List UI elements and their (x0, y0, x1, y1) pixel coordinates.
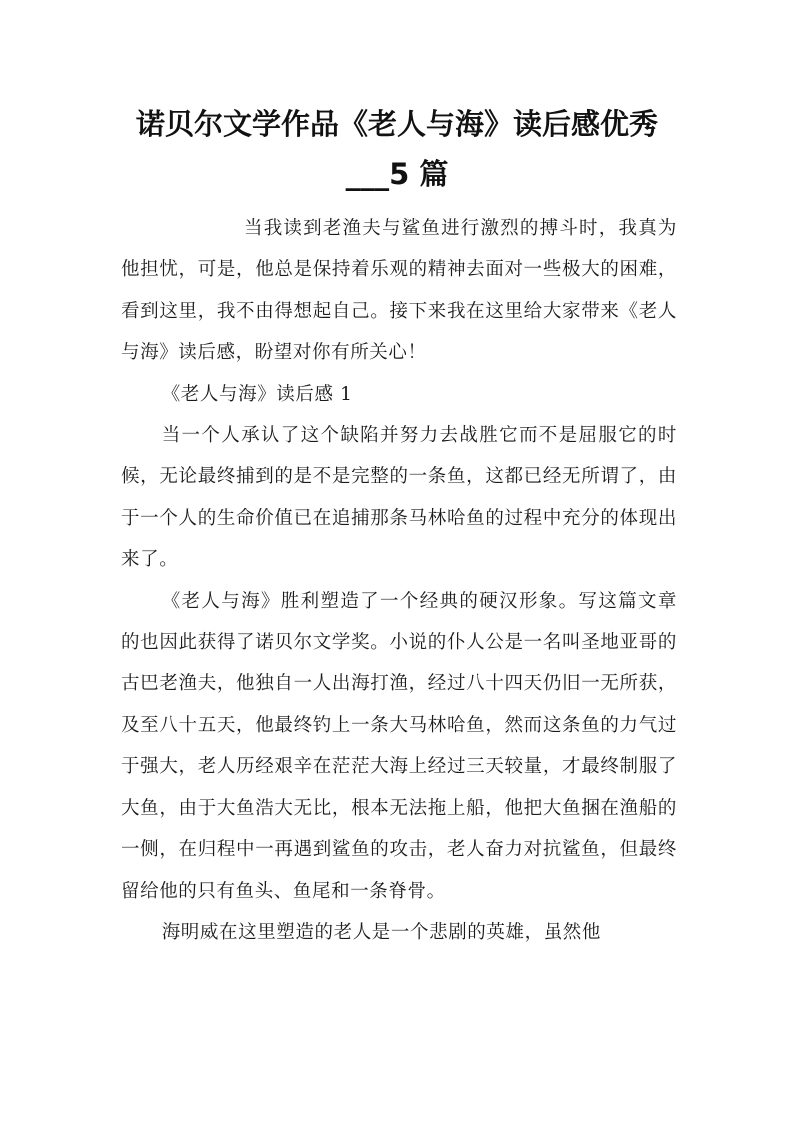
body-paragraph-1: 当一个人承认了这个缺陷并努力去战胜它而不是屈服它的时候，无论最终捕到的是不是完整的一条鱼，这都已经无所谓了，由于一个人的生命价值已在追捕那条马林哈鱼的过程中充分的体现出来了。 (121, 425, 677, 571)
body-paragraph-2: 《老人与海》胜利塑造了一个经典的硬汉形象。写这篇文章的也因此获得了诺贝尔文学奖。小说的仆人公是一名叫圣地亚哥的古巴老渔夫，他独自一人出海打渔，经过八十四天仍旧一无所获，及至八十五天，他最终钓上一条大马林哈鱼，然而这条鱼的力气过于强大，老人历经艰辛在茫茫大海上经过三天较量，才最终制服了大鱼，由于大鱼浩大无比，根本无法拖上船，他把大鱼捆在渔船的一侧，在归程中一再遇到鲨鱼的攻击，老人奋力对抗鲨鱼，但最终留给他的只有鱼头、鱼尾和一条脊骨。 (121, 590, 677, 902)
intro-paragraph: 当我读到老渔夫与鲨鱼进行激烈的搏斗时，我真为他担忧，可是，他总是保持着乐观的精神去面对一些极大的困难，看到这里，我不由得想起自己。接下来我在这里给大家带来《老人与海》读后感，盼望对你有所关心！ (121, 218, 677, 364)
document-title-line-2: ___5 篇 (345, 157, 449, 191)
document-body (121, 208, 677, 953)
document-title-line-1: 诺贝尔文学作品《老人与海》读后感优秀 (135, 107, 658, 141)
section-heading: 《老人与海》读后感 1 (161, 383, 353, 405)
body-paragraph-3: 海明威在这里塑造的老人是一个悲剧的英雄，虽然他 (161, 921, 601, 943)
